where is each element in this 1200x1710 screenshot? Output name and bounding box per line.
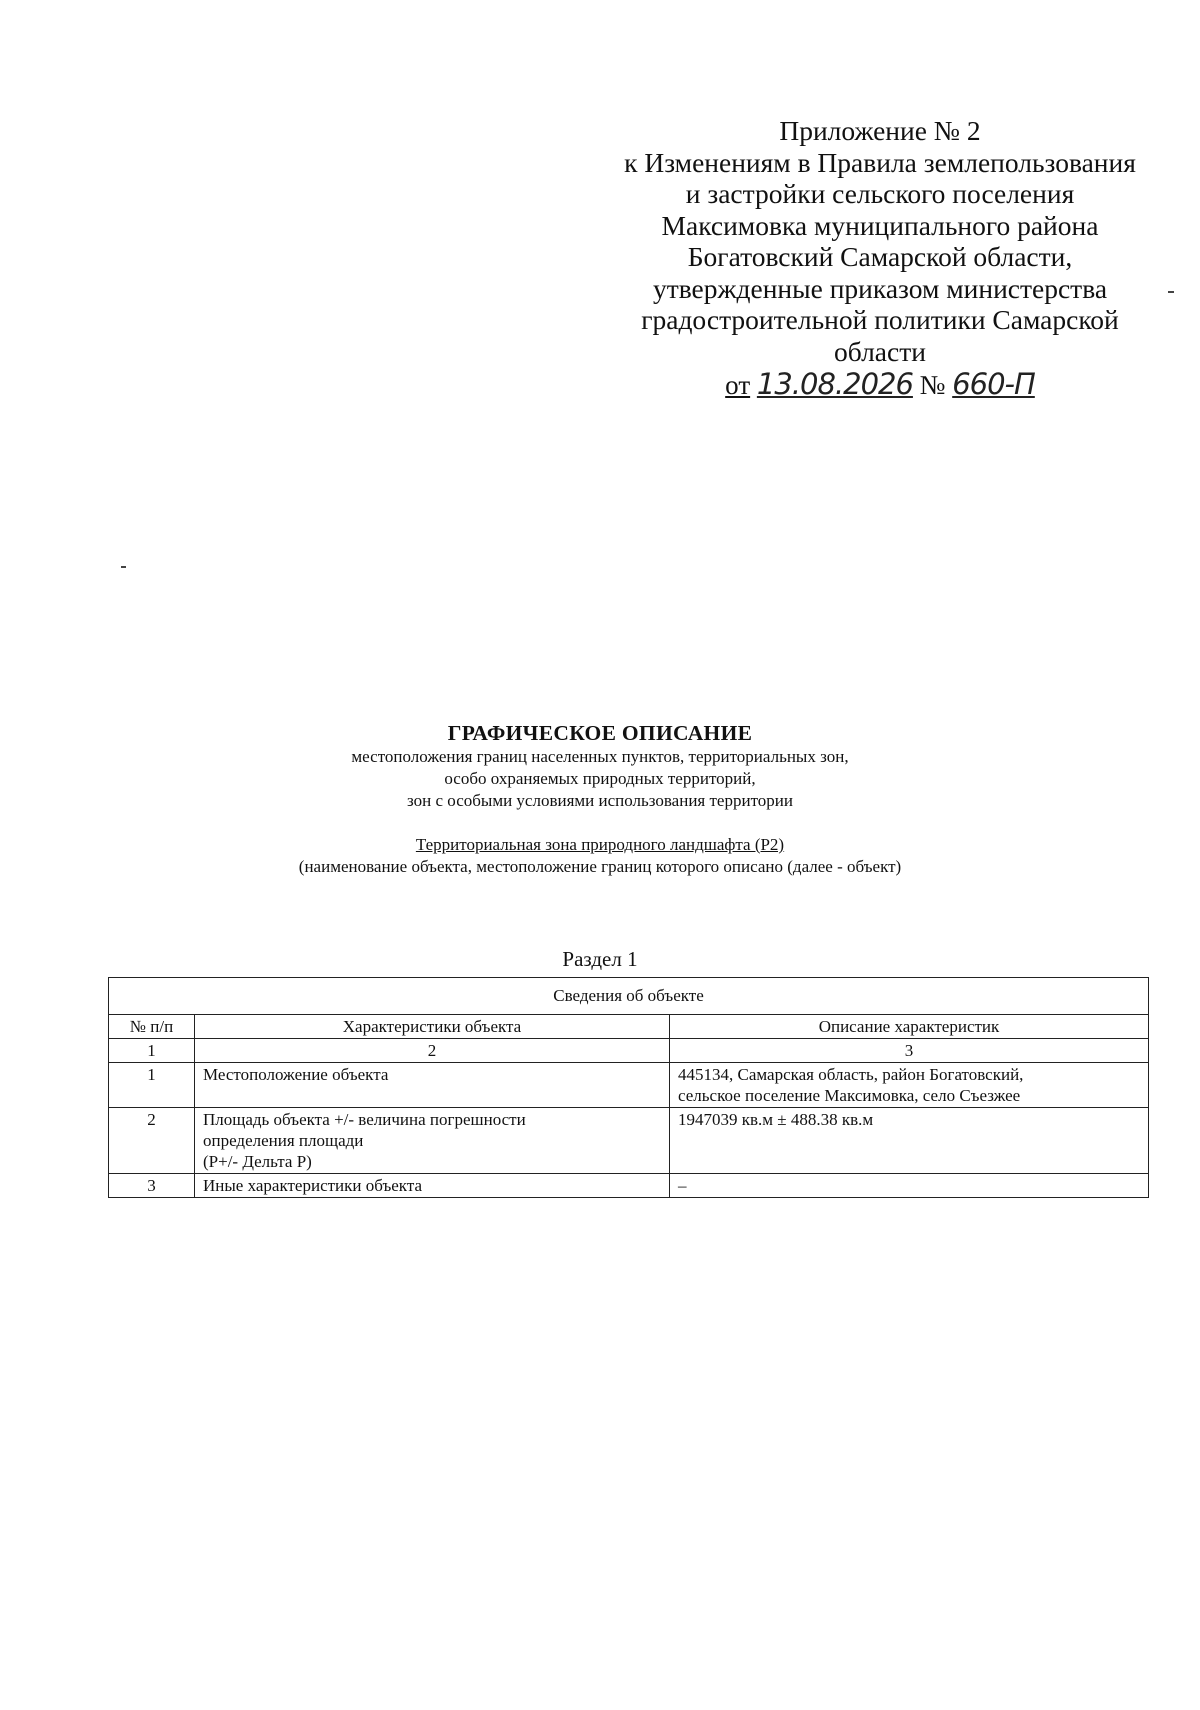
appendix-header [600,115,1160,402]
table-header-row [109,1015,1149,1039]
scan-mark [1168,291,1174,293]
column-header: Описание характеристик [670,1015,1149,1039]
order-date: 13.08.2026 [756,367,913,401]
row-number: 2 [109,1108,195,1174]
name-line: определения площади [203,1131,364,1150]
table-row [109,1174,1149,1198]
section-title: Раздел 1 [562,947,638,971]
characteristic-name: Местоположение объекта [195,1063,670,1108]
characteristic-value [670,1063,1149,1108]
column-number: 3 [670,1039,1149,1063]
object-name: Территориальная зона природного ландшафта (Р2) [415,835,785,854]
order-prefix: от [725,370,751,400]
appendix-line: к Изменениям в Правила землепользования [624,146,1136,178]
name-line: Площадь объекта +/- величина погрешности [203,1110,526,1129]
order-number: 660-П [952,367,1035,401]
row-number: 1 [109,1063,195,1108]
object-info-table [108,977,1149,1198]
subtitle-line: зон с особыми условиями использования территории [407,791,793,810]
column-number: 1 [109,1039,195,1063]
row-number: 3 [109,1174,195,1198]
column-numbering-row [109,1039,1149,1063]
appendix-line: Приложение № 2 [779,115,981,146]
document-heading [0,720,1200,878]
appendix-line: утвержденные приказом министерства [652,272,1108,304]
characteristic-value: 1947039 кв.м ± 488.38 кв.м [670,1108,1149,1174]
column-number: 2 [195,1039,670,1063]
table-row [109,1108,1149,1174]
appendix-line: Максимовка муниципального района [661,209,1099,241]
appendix-line: градостроительной политики Самарской [641,304,1119,335]
subtitle-line: особо охраняемых природных территорий, [444,769,756,788]
characteristic-value: – [670,1174,1149,1198]
value-line: 445134, Самарская область, район Богатовский, [678,1065,1024,1084]
order-no-sign: № [919,370,946,400]
table-row [109,1063,1149,1108]
appendix-line: области [834,335,926,367]
column-header: Характеристики объекта [195,1015,670,1039]
table-caption: Сведения об объекте [109,978,1149,1015]
appendix-line: Богатовский Самарской области, [687,241,1073,272]
appendix-line: и застройки сельского поселения [685,178,1075,209]
subtitle-line: местоположения границ населенных пунктов, территориальных зон, [351,747,849,766]
object-name-hint: (наименование объекта, местоположение границ которого описано (далее - объект) [298,857,902,876]
document-title: ГРАФИЧЕСКОЕ ОПИСАНИЕ [447,721,753,745]
name-line: (Р+/- Дельта Р) [203,1152,312,1171]
column-header: № п/п [109,1015,195,1039]
scan-mark [121,566,126,568]
table-caption-row [109,978,1149,1015]
characteristic-name [195,1108,670,1174]
characteristic-name: Иные характеристики объекта [195,1174,670,1198]
value-line: сельское поселение Максимовка, село Съезжее [678,1086,1021,1105]
order-reference [600,369,1160,402]
